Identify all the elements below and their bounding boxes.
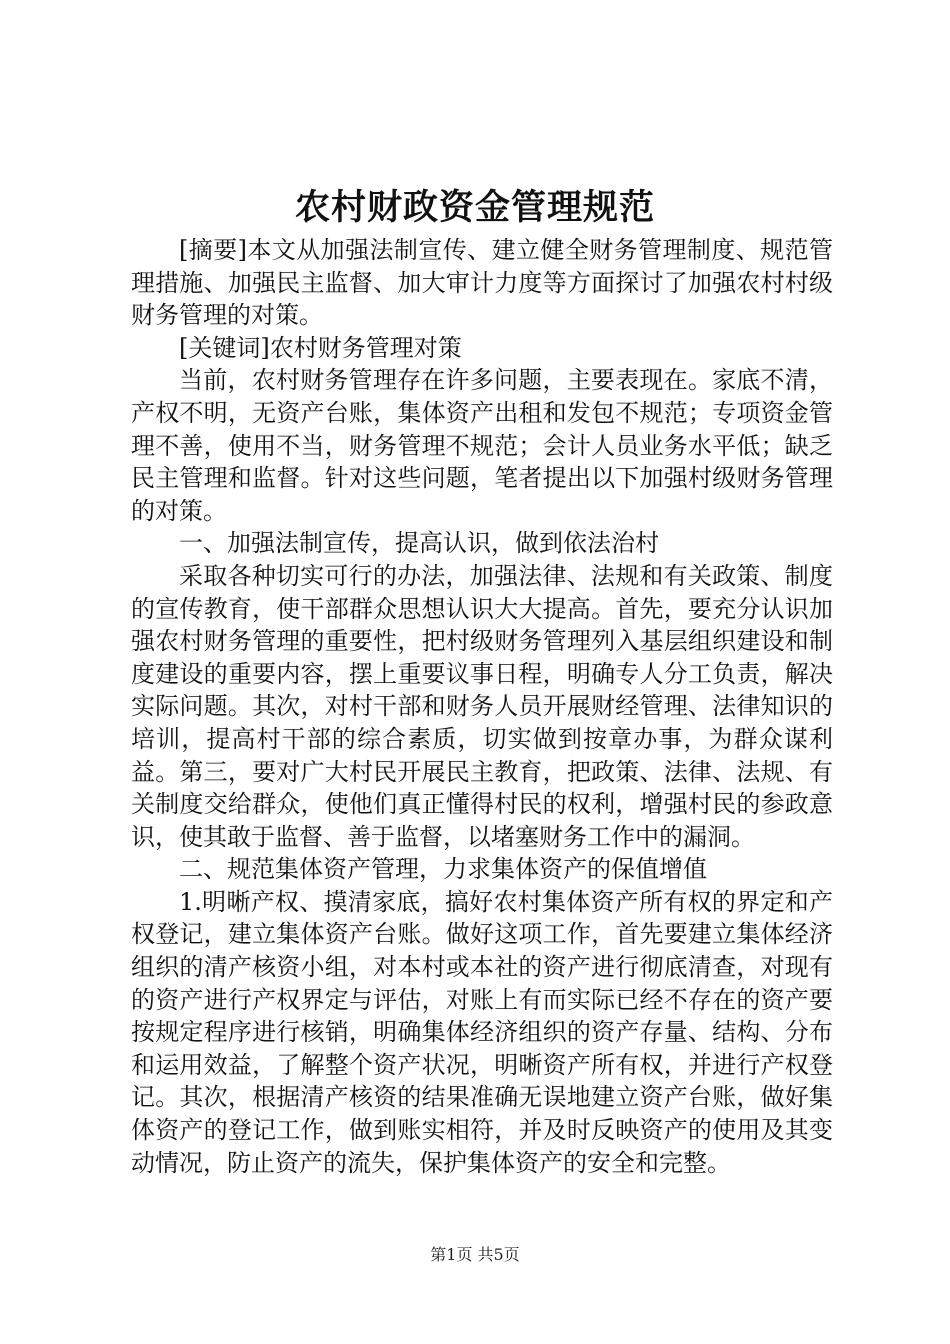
document-body [131,234,833,1179]
intro-paragraph: 当前，农村财务管理存在许多问题，主要表现在。家底不清，产权不明，无资产台账，集体资产出租和发包不规范；专项资金管理不善，使用不当，财务管理不规范；会计人员业务水平低；缺乏民主管理和监督。针对这些问题，笔者提出以下加强村级财务管理的对策。 [131,366,833,525]
section-heading-2: 二、规范集体资产管理，力求集体资产的保值增值 [179,855,707,884]
page-title: 农村财政资金管理规范 [294,187,655,228]
page-number-footer: 第1页 共5页 [430,1245,520,1264]
section-2-paragraph: 1.明晰产权、摸清家底，搞好农村集体资产所有权的界定和产权登记，建立集体资产台账。做好这项工作，首先要建立集体经济组织的清产核资小组，对本村或本社的资产进行彻底清查，对现有的资产进行产权界定与评估，对账上有而实际已经不存在的资产要按规定程序进行核销，明确集体经济组织的资产存量、结构、分布和运用效益，了解整个资产状况，明晰资产所有权，并进行产权登记。其次，根据清产核资的结果准确无误地建立资产台账，做好集体资产的登记工作，做到账实相符，并及时反映资产的使用及其变动情况，防止资产的流失，保护集体资产的安全和完整。 [131,887,833,1177]
keywords-paragraph: [关键词]农村财务管理对策 [179,333,462,362]
section-heading-1: 一、加强法制宣传，提高认识，做到依法治村 [179,529,659,558]
abstract-paragraph: [摘要]本文从加强法制宣传、建立健全财务管理制度、规范管理措施、加强民主监督、加大审计力度等方面探讨了加强农村村级财务管理的对策。 [131,236,833,330]
section-1-paragraph: 采取各种切实可行的办法，加强法律、法规和有关政策、制度的宣传教育，使干部群众思想认识大大提高。首先，要充分认识加强农村财务管理的重要性，把村级财务管理列入基层组织建设和制度建设的重要内容，摆上重要议事日程，明确专人分工负责，解决实际问题。其次，对村干部和财务人员开展财经管理、法律知识的培训，提高村干部的综合素质，切实做到按章办事，为群众谋利益。第三，要对广大村民开展民主教育，把政策、法律、法规、有关制度交给群众，使他们真正懂得村民的权利，增强村民的参政意识，使其敢于监督、善于监督，以堵塞财务工作中的漏洞。 [131,561,833,851]
